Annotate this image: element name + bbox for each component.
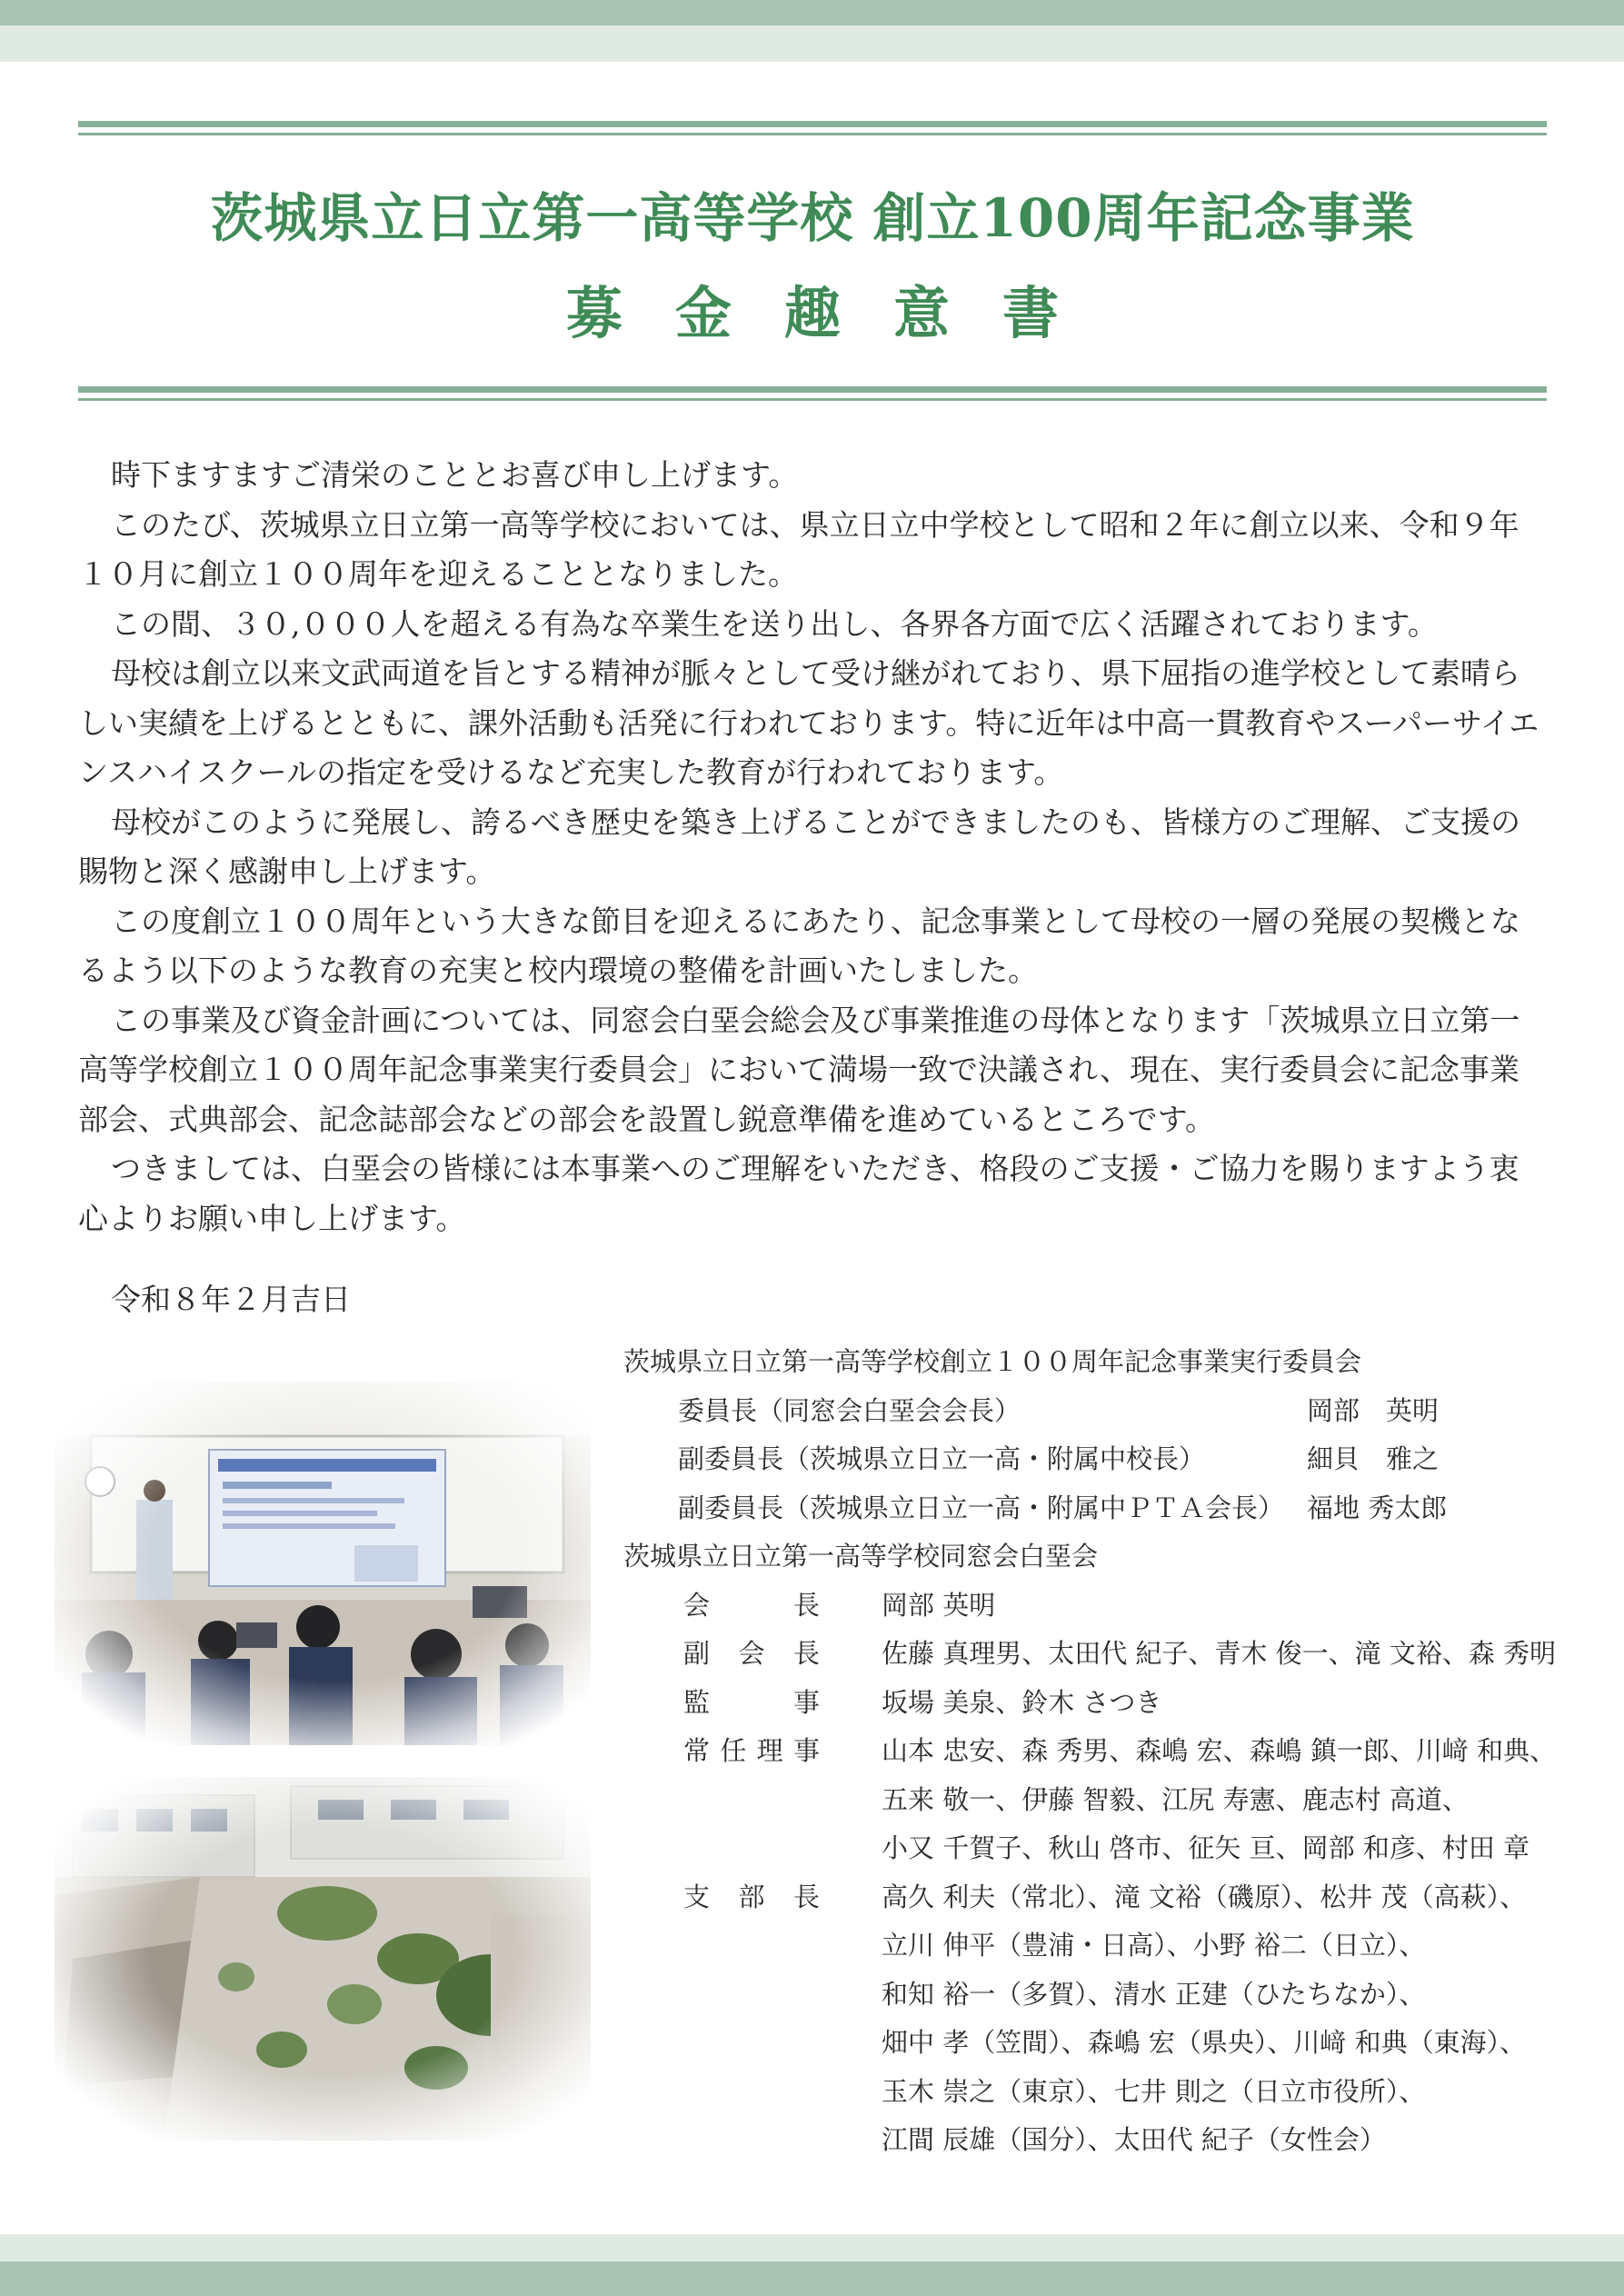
alumni-names: 坂場 美泉、鈴木 さつき	[882, 1686, 1162, 1718]
bottom-band-dark	[0, 2261, 1624, 2296]
alumni-names: 佐藤 真理男、太田代 紀子、青木 俊一、滝 文裕、森 秀明	[882, 1638, 1557, 1669]
committee-member-row	[623, 1484, 1559, 1533]
alumni-names-row	[623, 2116, 1559, 2165]
header-rule-top-thick	[78, 121, 1547, 127]
paragraph-greeting: 時下ますますご清栄のこととお喜び申し上げます。	[111, 457, 799, 493]
alumni-names-row	[623, 2019, 1559, 2068]
header-rule-bottom-thin	[78, 398, 1547, 401]
paragraph-centennial: このたび、茨城県立日立第一高等学校においては、県立日立中学校として昭和２年に創立以来、令和９年１０月に創立１００周年を迎えることとなりました。	[78, 506, 1519, 592]
alumni-names-row	[623, 1824, 1559, 1873]
bottom-band-light	[0, 2234, 1624, 2261]
committee-member-row	[623, 1435, 1559, 1484]
role-vice-president: 副 会 長	[683, 1638, 820, 1669]
member-role: 委員長（同窓会白堊会会長）	[678, 1394, 1021, 1426]
paragraph-tradition: 母校は創立以来文武両道を旨とする精神が脈々として受け継がれており、県下屈指の進学校として素晴らしい実績を上げるとともに、課外活動も活発に行われております。特に近年は中高一貫教育やスーパーサイエンスハイスクールの指定を受けるなど充実した教育が行われております。	[78, 655, 1539, 790]
alumni-names: 立川 伸平（豊浦・日高）、小野 裕二（日立）、	[882, 1930, 1426, 1961]
alumni-names: 和知 裕一（多賀）、清水 正建（ひたちなか）、	[882, 1978, 1426, 2010]
role-auditor: 監 事	[683, 1686, 820, 1718]
alumni-role	[683, 1679, 820, 1728]
committee-list	[623, 1338, 1559, 2165]
paragraph-request: つきましては、白堊会の皆様には本事業へのご理解をいただき、格段のご支援・ご協力を賜りますよう衷心よりお願い申し上げます。	[78, 1151, 1519, 1236]
alumni-names: 畑中 孝（笠間）、森嶋 宏（県央）、川﨑 和典（東海）、	[882, 2027, 1527, 2058]
alumni-role-row	[623, 1630, 1559, 1679]
committee-member-row	[623, 1387, 1559, 1436]
alumni-role-row	[623, 1873, 1559, 1922]
alumni-names: 小又 千賀子、秋山 啓市、征矢 亘、岡部 和彦、村田 章	[882, 1832, 1530, 1863]
member-role: 副委員長（茨城県立日立一高・附属中ＰＴＡ会長）	[678, 1492, 1285, 1523]
page-subtitle: 募金趣意書	[565, 280, 1111, 346]
alumni-role-row	[623, 1582, 1559, 1631]
alumni-role	[683, 1873, 820, 1922]
alumni-role-row	[623, 1679, 1559, 1728]
alumni-org-name: 茨城県立日立第一高等学校同窓会白堊会	[623, 1541, 1099, 1572]
classroom-photo	[55, 1382, 591, 1745]
photo-vignette	[55, 1777, 591, 2141]
paragraph-plan: この度創立１００周年という大きな節目を迎えるにあたり、記念事業として母校の一層の発展の契機となるよう以下のような教育の充実と校内環境の整備を計画いたしました。	[78, 903, 1520, 988]
alumni-names-row	[623, 1971, 1559, 2020]
alumni-names-row	[623, 1922, 1559, 1971]
paragraph-thanks: 母校がこのように発展し、誇るべき歴史を築き上げることができましたのも、皆様方のご理解、ご支援の賜物と深く感謝申し上げます。	[78, 804, 1520, 889]
member-name: 細貝 雅之	[1307, 1443, 1440, 1474]
document-date: 令和８年２月吉日	[111, 1282, 351, 1317]
alumni-names: 玉木 崇之（東京）、七井 則之（日立市役所）、	[882, 2075, 1426, 2107]
top-band-dark	[0, 0, 1624, 25]
alumni-role-row	[623, 1727, 1559, 1776]
alumni-names: 山本 忠安、森 秀男、森嶋 宏、森嶋 鎮一郎、川﨑 和典、	[882, 1735, 1557, 1766]
alumni-names-row	[623, 1776, 1559, 1825]
header-rule-bottom-thick	[78, 386, 1547, 393]
alumni-role	[683, 1727, 820, 1776]
top-band-light	[0, 25, 1624, 62]
alumni-names: 五来 敬一、伊藤 智毅、江尻 寿憲、鹿志村 高道、	[882, 1783, 1469, 1815]
member-name: 岡部 英明	[1307, 1394, 1440, 1426]
role-president: 会 長	[683, 1589, 820, 1621]
body-text	[78, 451, 1547, 1243]
header-rule-top-thin	[78, 133, 1547, 135]
alumni-names: 高久 利夫（常北）、滝 文裕（磯原）、松井 茂（高萩）、	[882, 1881, 1527, 1912]
committee-org-name: 茨城県立日立第一高等学校創立１００周年記念事業実行委員会	[623, 1346, 1362, 1377]
member-name: 福地 秀太郎	[1307, 1492, 1448, 1523]
alumni-names: 岡部 英明	[882, 1589, 996, 1621]
role-standing-director: 常 任 理 事	[683, 1735, 820, 1766]
page-title: 茨城県立日立第一高等学校 創立100周年記念事業	[210, 187, 1415, 249]
photo-vignette	[55, 1382, 591, 1745]
alumni-names-row	[623, 2068, 1559, 2117]
role-branch-head: 支 部 長	[683, 1881, 820, 1912]
paragraph-committee: この事業及び資金計画については、同窓会白堊会総会及び事業推進の母体となります「茨城県立日立第一高等学校創立１００周年記念事業実行委員会」において満場一致で決議され、現在、実行委員会に記念事業部会、式典部会、記念誌部会などの部会を設置し鋭意準備を進めているところです。	[78, 1002, 1520, 1137]
alumni-names: 江間 辰雄（国分）、太田代 紀子（女性会）	[882, 2124, 1386, 2155]
courtyard-photo	[55, 1777, 591, 2141]
alumni-role	[683, 1582, 820, 1631]
paragraph-graduates: この間、３０,０００人を超える有為な卒業生を送り出し、各界各方面で広く活躍されております。	[111, 605, 1438, 642]
alumni-role	[683, 1630, 820, 1679]
member-role: 副委員長（茨城県立日立一高・附属中校長）	[678, 1443, 1206, 1474]
